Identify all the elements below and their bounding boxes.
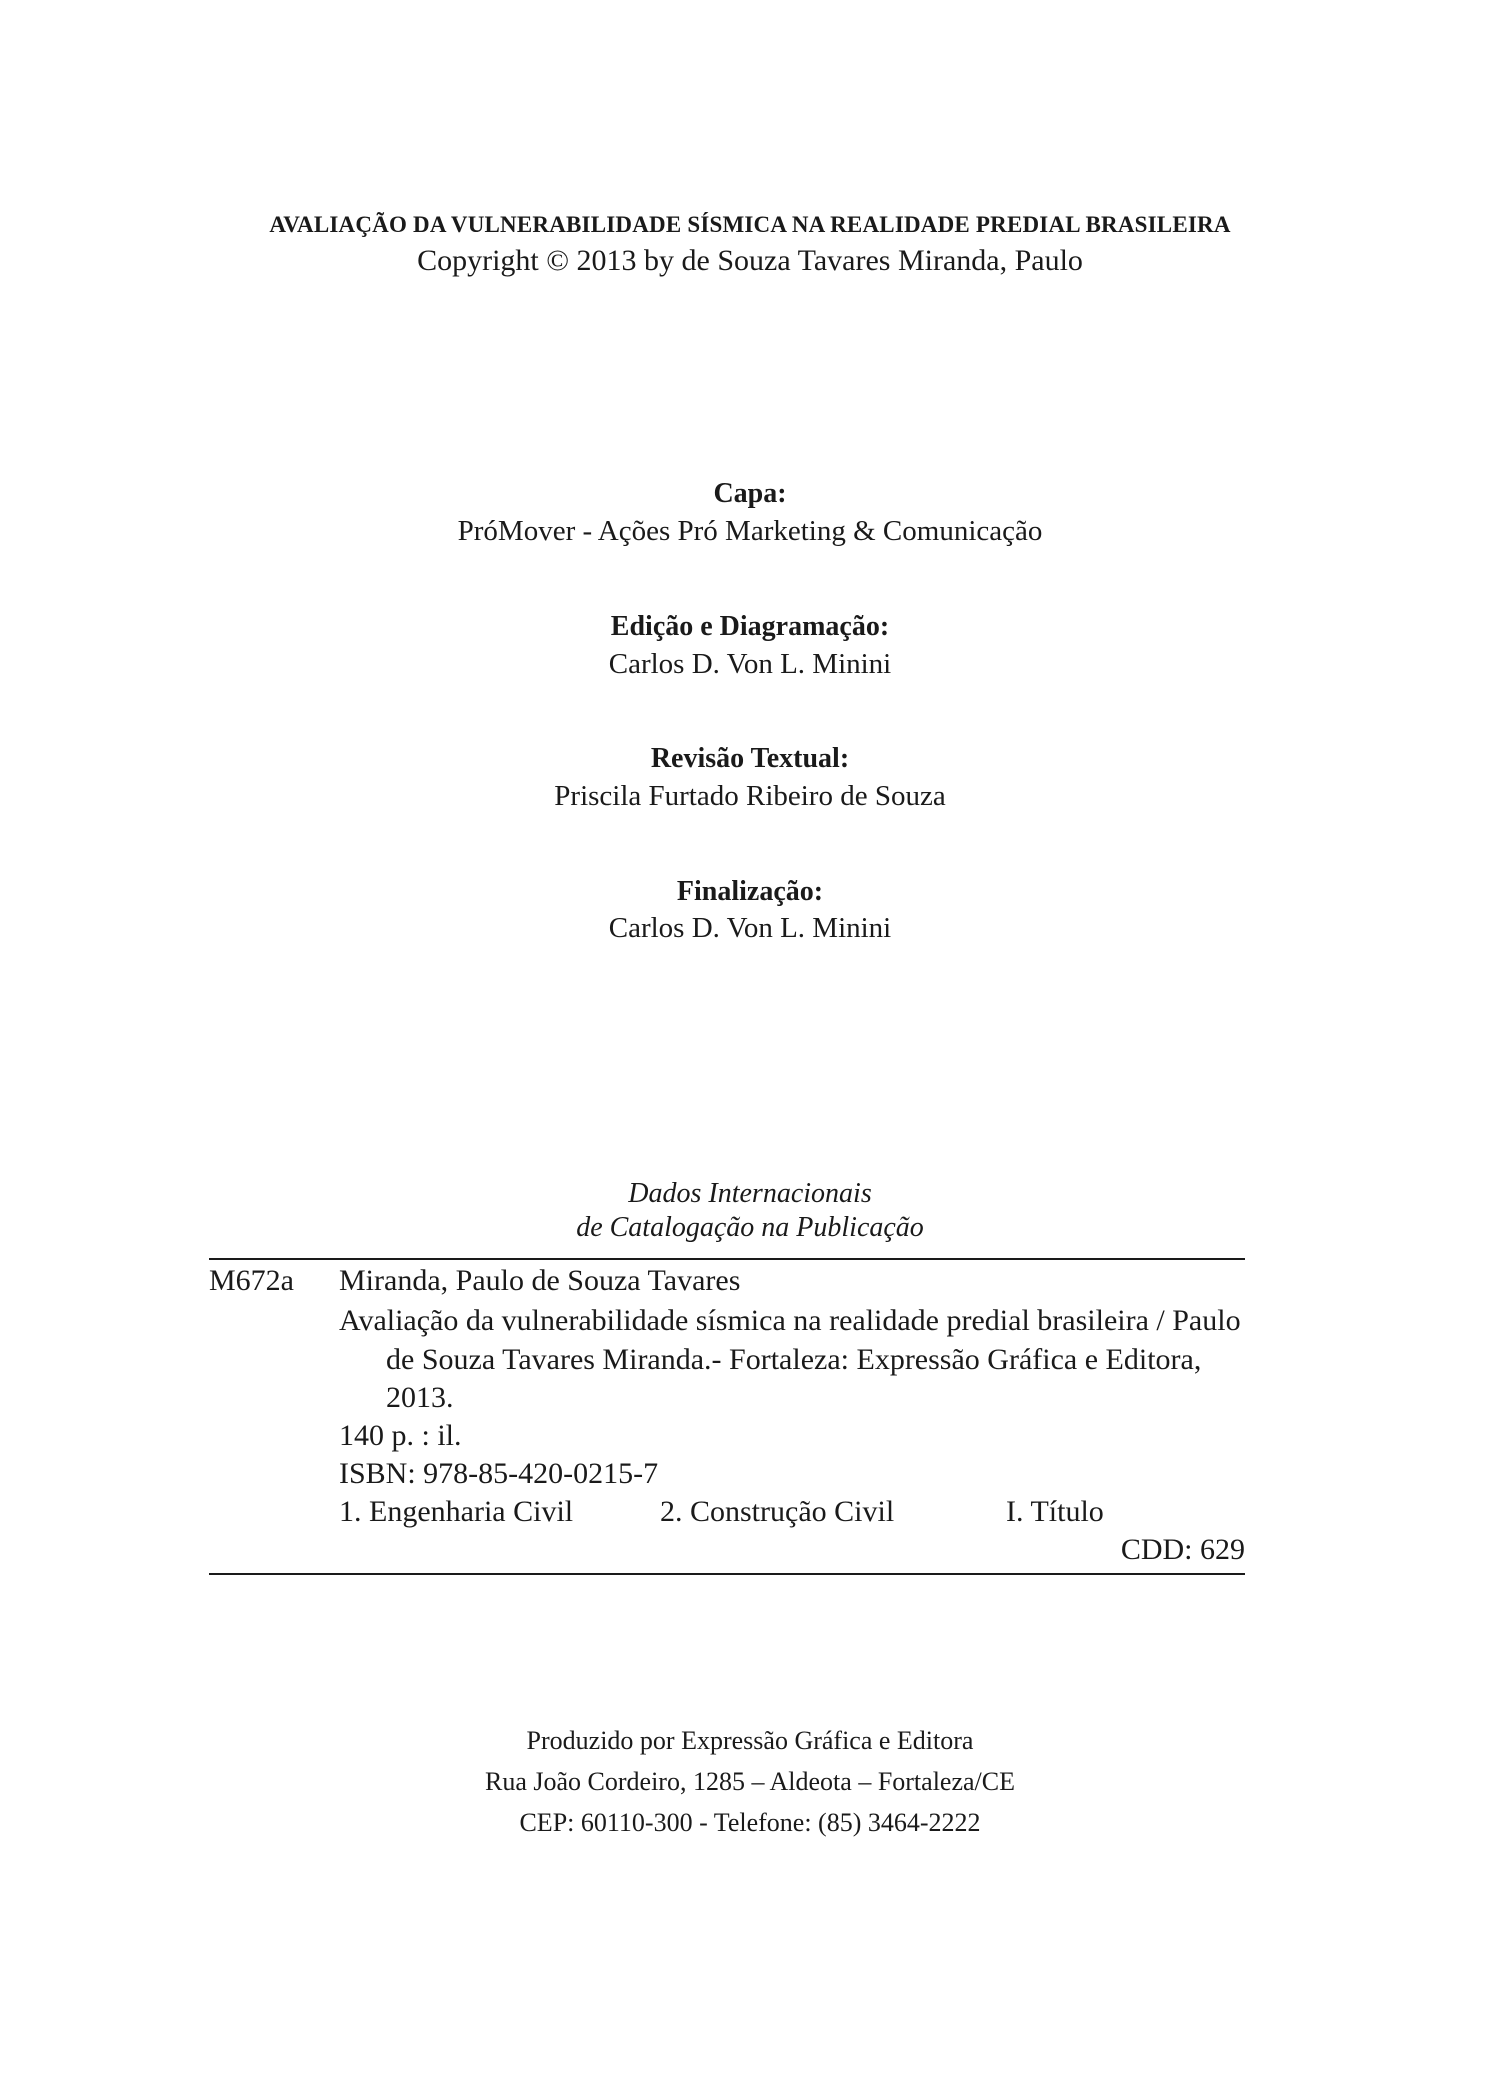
credit-label-edicao: Edição e Diagramação: (610, 611, 890, 642)
cip-call-number: M672a (209, 1264, 294, 1297)
credit-value-finalizacao: Carlos D. Von L. Minini (608, 912, 892, 944)
cip-top-rule (209, 1258, 1245, 1260)
cip-author: Miranda, Paulo de Souza Tavares (339, 1264, 741, 1297)
cip-subject-2: 2. Construção Civil (660, 1495, 895, 1528)
credit-label-finalizacao: Finalização: (676, 876, 824, 907)
credit-label-revisao: Revisão Textual: (650, 743, 850, 774)
copyright-line: Copyright © 2013 by de Souza Tavares Miranda, Paulo (417, 244, 1083, 277)
footer-producer: Produzido por Expressão Gráfica e Editora (526, 1726, 974, 1755)
cip-bottom-rule (209, 1573, 1245, 1575)
credit-value-revisao: Priscila Furtado Ribeiro de Souza (554, 780, 946, 812)
cip-heading-line2: de Catalogação na Publicação (576, 1212, 924, 1243)
cip-cdd: CDD: 629 (1120, 1533, 1245, 1566)
cip-pages: 140 p. : il. (339, 1419, 462, 1452)
credit-value-capa: PróMover - Ações Pró Marketing & Comunicação (457, 515, 1043, 547)
book-title: AVALIAÇÃO DA VULNERABILIDADE SÍSMICA NA REALIDADE PREDIAL BRASILEIRA (269, 212, 1231, 237)
credit-label-capa: Capa: (713, 478, 787, 509)
cip-subject-1: 1. Engenharia Civil (339, 1495, 574, 1528)
footer-contact: CEP: 60110-300 - Telefone: (85) 3464-2222 (519, 1808, 981, 1837)
cip-description-line2: de Souza Tavares Miranda.- Fortaleza: Expressão Gráfica e Editora, (386, 1343, 1202, 1376)
credit-value-edicao: Carlos D. Von L. Minini (608, 648, 892, 680)
cip-description-line3: 2013. (386, 1381, 454, 1414)
cip-isbn: ISBN: 978-85-420-0215-7 (339, 1457, 659, 1490)
cip-heading-line1: Dados Internacionais (628, 1178, 872, 1209)
cip-description-line1: Avaliação da vulnerabilidade sísmica na realidade predial brasileira / Paulo (339, 1304, 1241, 1337)
footer-address: Rua João Cordeiro, 1285 – Aldeota – Fortaleza/CE (484, 1767, 1015, 1796)
cip-subject-title: I. Título (1006, 1495, 1104, 1528)
